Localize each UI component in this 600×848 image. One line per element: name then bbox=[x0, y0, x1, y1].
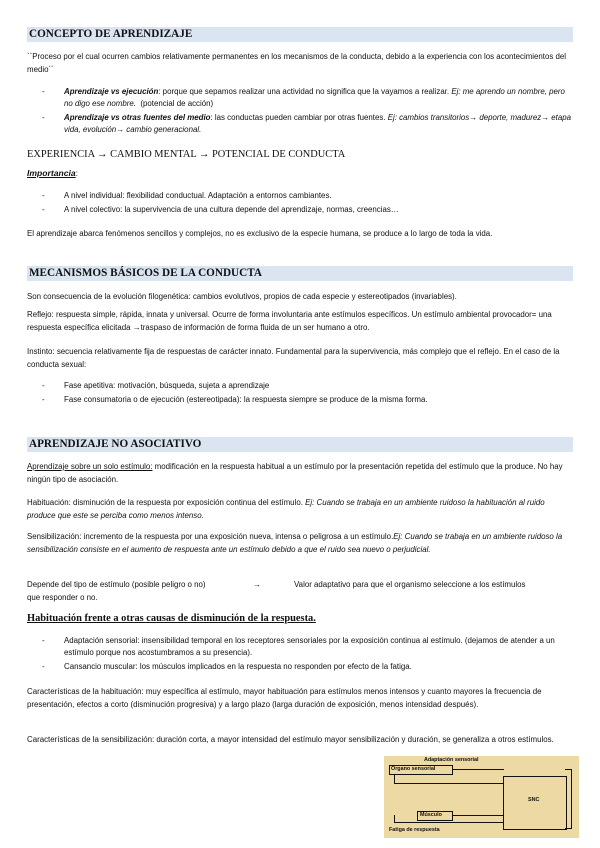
bullet-fase-consumatoria: - Fase consumatoria o de ejecución (estereotipada): la respuesta siempre se produce de la misma forma. bbox=[42, 395, 428, 404]
concept-bullets bbox=[42, 86, 572, 136]
diagram-label-snc: SNC bbox=[528, 797, 540, 803]
diagram-label-fatiga: Fatiga de respuesta bbox=[389, 827, 440, 833]
diagram-label-organo: Órgano sensorial bbox=[391, 766, 436, 772]
bullet-individual: - A nivel individual: flexibilidad conductual. Adaptación a entornos cambiantes. bbox=[42, 191, 332, 200]
otras-causas-bullets bbox=[42, 635, 572, 673]
reflejo-paragraph: Reflejo: respuesta simple, rápida, innata y universal. Ocurre de forma involuntaria ante estímulos específicos. Un estímulo ambiental provocador= una respuesta específica elicitada →traspaso de información de forma fluida de un ser humano a otro. bbox=[27, 310, 552, 332]
depende-line: Depende del tipo de estímulo (posible peligro o no) → Valor adaptativo para que el organismo seleccione a los estímulos bbox=[27, 580, 526, 589]
heading-no-asociativo: APRENDIZAJE NO ASOCIATIVO bbox=[27, 437, 573, 452]
bullet-aprendizaje-ejecucion: - Aprendizaje vs ejecución: porque que sepamos realizar una actividad no significa que la vayamos a realizar. Ej: me aprendo un nombre, pero no digo ese nombre. (potencial de acción) bbox=[42, 87, 565, 108]
sensibilizacion-paragraph: Sensibilización: incremento de la respuesta por una exposición nueva, intensa o peligrosa a un estímulo.Ej: Cuando se trabaja en un ambiente ruidoso la sensibilización consiste en el aumento de respuesta ante un estímulo debido a que el ruido sea nuevo o perjudicial. bbox=[27, 532, 563, 554]
habituacion-paragraph: Habituación: disminución de la respuesta por exposición continua del estímulo. Ej: Cuando se trabaja en un ambiente ruidoso la habituación al ruido produce que este se perciba como menos intenso. bbox=[27, 498, 545, 520]
line-muscle-snc bbox=[452, 815, 504, 816]
line-to-snc bbox=[394, 783, 504, 784]
caracteristicas-habituacion: Características de la habituación: muy específica al estímulo, mayor habituación para estímulos menos intensos y cuanto mayores la frecuencia de presentación, efectos a corto (disminución progresiva) y a largo plazo (larga duración de exposición, menos intensidad después). bbox=[27, 687, 542, 709]
instinto-bullets bbox=[42, 380, 572, 406]
importancia-heading: Importancia: bbox=[27, 168, 78, 178]
line-organ-down bbox=[394, 774, 395, 783]
diagram-label-adaptacion: Adaptación sensorial bbox=[424, 757, 479, 763]
bullet-colectivo: - A nivel colectivo: la supervivencia de una cultura depende del aprendizaje, normas, creencias… bbox=[42, 205, 399, 214]
depende-cont: que responder o no. bbox=[27, 593, 98, 602]
heading-concepto: CONCEPTO DE APRENDIZAJE bbox=[27, 27, 573, 42]
habituacion-subheading: Habituación frente a otras causas de disminución de la respuesta. bbox=[27, 613, 316, 624]
importancia-bullets bbox=[42, 190, 572, 216]
line-organ-right bbox=[452, 769, 504, 770]
diagram-label-musculo: Músculo bbox=[420, 812, 442, 818]
line-fatigue bbox=[394, 822, 504, 823]
bullet-otras-fuentes: - Aprendizaje vs otras fuentes del medio: las conductas pueden cambiar por otras fuentes. Ej: cambios transitorios→ deporte, madurez→ etapa vida, evolución→ cambio generacional. bbox=[42, 113, 572, 134]
bullet-cansancio-muscular: - Cansancio muscular: los músculos implicados en la respuesta no responden por efecto de la fatiga. bbox=[42, 662, 412, 671]
line-snc-loop bbox=[571, 769, 572, 829]
solo-estimulo-paragraph: Aprendizaje sobre un solo estímulo: modificación en la respuesta habitual a un estímulo por la presentación repetida del estímulo que la produce. No hay ningún tipo de asociación. bbox=[27, 462, 563, 484]
mecanismos-p1: Son consecuencia de la evolución filogenética: cambios evolutivos, propios de cada especie y estereotipados (invariables). bbox=[27, 292, 457, 301]
caracteristicas-sensibilizacion: Características de la sensibilización: duración corta, a mayor intensidad del estímulo mayor sensibilización y duración, se generaliza a otros estímulos. bbox=[27, 735, 554, 744]
flow-line: EXPERIENCIA → CAMBIO MENTAL → POTENCIAL DE CONDUCTA bbox=[27, 149, 346, 160]
bullet-fase-apetitiva: - Fase apetitiva: motivación, búsqueda, sujeta a aprendizaje bbox=[42, 381, 270, 390]
line-fatigue-up bbox=[394, 815, 395, 823]
instinto-paragraph: Instinto: secuencia relativamente fija de respuestas de carácter innato. Fundamental para la supervivencia, más complejo que el reflejo. En el caso de la conducta sexual: bbox=[27, 347, 560, 369]
heading-mecanismos: MECANISMOS BÁSICOS DE LA CONDUCTA bbox=[27, 266, 573, 281]
definition-paragraph: ``Proceso por el cual ocurren cambios relativamente permanentes en los mecanismos de la conducta, debido a la experiencia con los acontecimientos del medio´´ bbox=[27, 52, 567, 74]
closing-paragraph: El aprendizaje abarca fenómenos sencillos y complejos, no es exclusivo de la especie humana, se produce a lo largo de toda la vida. bbox=[27, 229, 493, 238]
bullet-adaptacion-sensorial: - Adaptación sensorial: insensibilidad temporal en los receptores sensoriales por la exposición continua al estímulo. (dejamos de atender a un estímulo porque nos acostumbramos a su presencia). bbox=[42, 636, 555, 657]
line-snc-out-bottom bbox=[565, 828, 572, 829]
adaptacion-sensorial-diagram bbox=[384, 756, 579, 838]
